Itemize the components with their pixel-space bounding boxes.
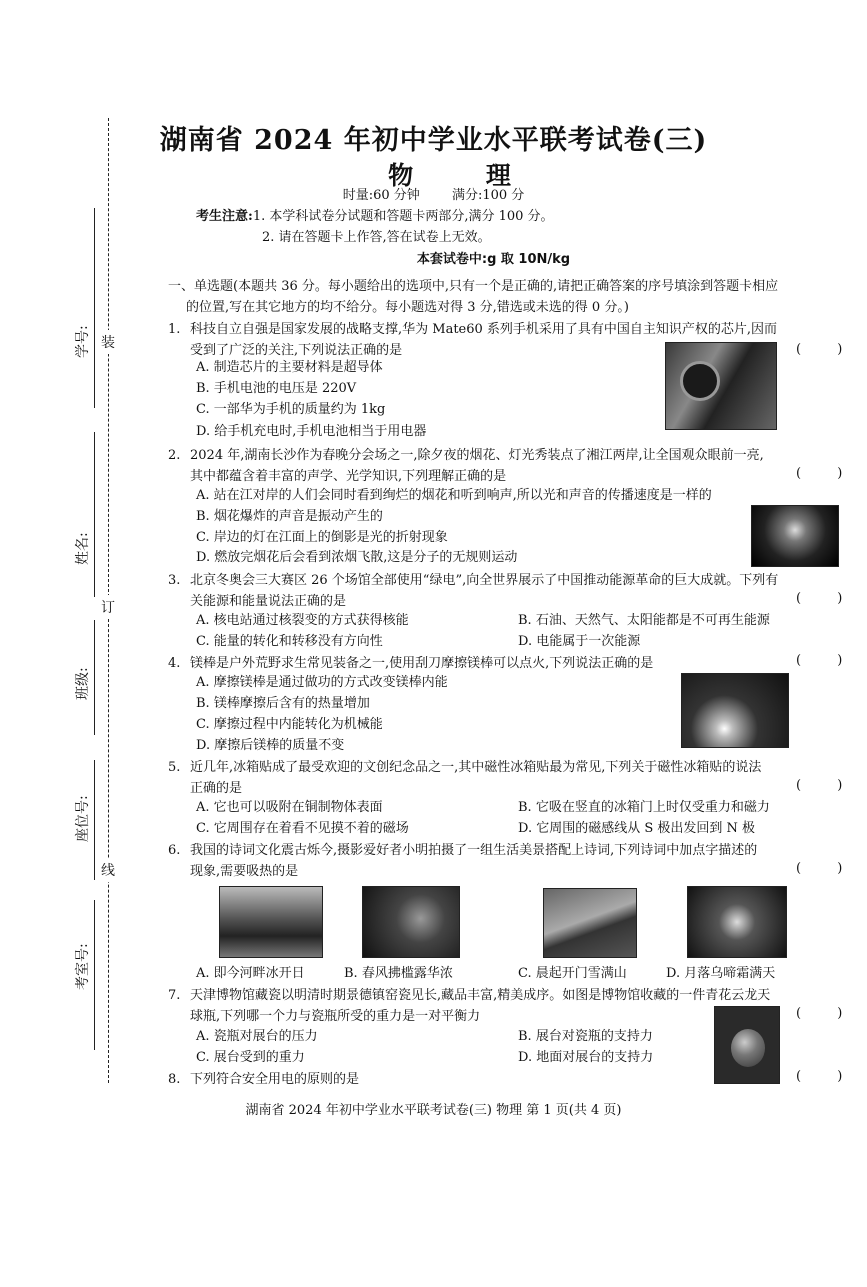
question-stem: 镁棒是户外荒野求生常见装备之一,使用刮刀摩擦镁棒可以点火,下列说法正确的是 [190, 656, 654, 671]
question-2 [168, 445, 840, 487]
zhuang-mark: 装 [101, 330, 115, 354]
page-footer: 湖南省 2024 年初中学业水平联考试卷(三) 物理 第 1 页(共 4 页) [245, 1103, 622, 1118]
question-4 [168, 653, 840, 674]
question-number: 1. [168, 322, 181, 337]
option: C. 能量的转化和转移没有方向性 [196, 634, 383, 649]
question-number: 4. [168, 656, 181, 671]
option: D. 摩擦后镁棒的质量不变 [196, 738, 345, 753]
camera-ring-icon [680, 361, 720, 401]
xian-mark: 线 [101, 858, 115, 882]
name-field[interactable] [94, 432, 95, 597]
option: B. 手机电池的电压是 220V [196, 381, 357, 396]
question-number: 3. [168, 573, 181, 588]
question-stem: 正确的是 [190, 781, 243, 796]
question-stem: 现象,需要吸热的是 [190, 864, 299, 879]
question-stem: 下列符合安全用电的原则的是 [190, 1072, 360, 1087]
answer-paren: ( ) [796, 861, 859, 876]
option: D. 给手机充电时,手机电池相当于用电器 [196, 424, 427, 439]
question-stem: 天津博物馆藏瓷以明清时期景德镇窑瓷见长,藏品丰富,精美成序。如图是博物馆收藏的一件青花云龙天 [190, 988, 771, 1003]
answer-paren: ( ) [796, 1006, 859, 1021]
question-5 [168, 757, 840, 799]
question-stem: 受到了广泛的关注,下列说法正确的是 [190, 343, 403, 358]
answer-paren: ( ) [796, 778, 859, 793]
option: C. 摩擦过程中内能转化为机械能 [196, 717, 383, 732]
option: D. 燃放完烟花后会看到浓烟飞散,这是分子的无规则运动 [196, 550, 518, 565]
exam-room-field[interactable] [94, 900, 95, 1050]
option: A. 制造芯片的主要材料是超导体 [196, 360, 383, 375]
option: A. 即今河畔冰开日 [196, 966, 305, 981]
fireworks-photo [751, 505, 839, 567]
section-heading [168, 276, 840, 318]
question-stem: 北京冬奥会三大赛区 26 个场馆全部使用“绿电”,向全世界展示了中国推动能源革命的巨大成就。下列有 [190, 573, 779, 588]
name-label: 姓名: [75, 532, 91, 565]
seat-field[interactable] [94, 760, 95, 880]
option: B. 春风拂槛露华浓 [344, 966, 453, 981]
question-number: 8. [168, 1072, 181, 1087]
frost-leaf-photo [687, 886, 787, 958]
option: B. 镁棒摩擦后含有的热量增加 [196, 696, 370, 711]
note-line-2 [196, 227, 554, 248]
note-2: 2. 请在答题卡上作答,答在试卷上无效。 [262, 230, 491, 245]
exam-room-label: 考室号: [75, 943, 91, 990]
dew-leaf-photo [362, 886, 460, 958]
student-number-label: 学号: [75, 325, 91, 358]
question-stem: 科技自立自强是国家发展的战略支撑,华为 Mate60 系列手机采用了具有中国自主知识产权的芯片,因而 [190, 322, 778, 337]
question-number: 2. [168, 448, 181, 463]
question-stem: 关能源和能量说法正确的是 [190, 594, 347, 609]
question-stem: 2024 年,湖南长沙作为春晚分会场之一,除夕夜的烟花、灯光秀装点了湘江两岸,让全国观众眼前一亮, [190, 448, 764, 463]
answer-paren: ( ) [796, 653, 859, 668]
full-score: 满分:100 分 [451, 188, 525, 203]
question-3 [168, 570, 840, 612]
question-stem: 近几年,冰箱贴成了最受欢迎的文创纪念品之一,其中磁性冰箱贴最为常见,下列关于磁性冰箱贴的说法 [190, 760, 762, 775]
question-6 [168, 840, 840, 882]
option: D. 它周围的磁感线从 S 极出发回到 N 极 [518, 821, 756, 836]
option: D. 月落乌啼霜满天 [666, 966, 776, 981]
answer-paren: ( ) [796, 466, 859, 481]
notes [196, 206, 554, 248]
option: A. 瓷瓶对展台的压力 [196, 1029, 318, 1044]
question-stem: 其中都蕴含着丰富的声学、光学知识,下列理解正确的是 [190, 469, 507, 484]
phone-photo [665, 342, 777, 430]
answer-paren: ( ) [796, 591, 859, 606]
answer-paren: ( ) [796, 342, 859, 357]
g-value-note: 本套试卷中:g 取 10N/kg [416, 252, 571, 267]
option: B. 展台对瓷瓶的支持力 [518, 1029, 653, 1044]
note-1: 1. 本学科试卷分试题和答题卡两部分,满分 100 分。 [252, 209, 554, 224]
river-ice-photo [219, 886, 323, 958]
snow-mountain-photo [543, 888, 637, 958]
question-stem: 球瓶,下列哪一个力与瓷瓶所受的重力是一对平衡力 [190, 1009, 481, 1024]
subject-title: 物 理 [388, 161, 543, 190]
option: C. 展台受到的重力 [196, 1050, 305, 1065]
option: B. 石油、天然气、太阳能都是不可再生能源 [518, 613, 770, 628]
option: A. 站在江对岸的人们会同时看到绚烂的烟花和听到响声,所以光和声音的传播速度是一样的 [196, 488, 712, 503]
answer-paren: ( ) [796, 1069, 859, 1084]
note-line-1 [196, 206, 554, 227]
option: B. 烟花爆炸的声音是振动产生的 [196, 509, 383, 524]
exam-meta [0, 184, 867, 203]
seat-label: 座位号: [75, 795, 91, 842]
option: D. 电能属于一次能源 [518, 634, 641, 649]
option: C. 岸边的灯在江面上的倒影是光的折射现象 [196, 530, 448, 545]
class-label: 班级: [75, 667, 91, 700]
option: C. 它周围存在着看不见摸不着的磁场 [196, 821, 409, 836]
option: A. 摩擦镁棒是通过做功的方式改变镁棒内能 [196, 675, 448, 690]
option: B. 它吸在竖直的冰箱门上时仅受重力和磁力 [518, 800, 770, 815]
student-number-field[interactable] [94, 208, 95, 408]
ding-mark: 订 [101, 595, 115, 619]
question-number: 5. [168, 760, 181, 775]
question-number: 7. [168, 988, 181, 1003]
time-limit: 时量:60 分钟 [342, 188, 420, 203]
option: A. 核电站通过核裂变的方式获得核能 [196, 613, 409, 628]
section-line-2: 的位置,写在其它地方的均不给分。每小题选对得 3 分,错选或未选的得 0 分。) [186, 300, 629, 315]
class-field[interactable] [94, 620, 95, 735]
question-8 [168, 1069, 840, 1090]
vase-icon [731, 1029, 765, 1067]
question-stem: 我国的诗词文化震古烁今,摄影爱好者小明拍摄了一组生活美景搭配上诗词,下列诗词中加点字描述的 [190, 843, 758, 858]
notes-label: 考生注意: [196, 209, 253, 224]
question-number: 6. [168, 843, 181, 858]
option: D. 地面对展台的支持力 [518, 1050, 654, 1065]
magnesium-rod-photo [681, 673, 789, 748]
exam-title: 湖南省 2024 年初中学业水平联考试卷(三) [159, 125, 708, 156]
section-line-1: 一、单选题(本题共 36 分。每小题给出的选项中,只有一个是正确的,请把正确答案的序号填涂到答题卡相应 [168, 279, 779, 294]
option: C. 晨起开门雪满山 [518, 966, 627, 981]
option: C. 一部华为手机的质量约为 1kg [196, 402, 386, 417]
option: A. 它也可以吸附在铜制物体表面 [196, 800, 383, 815]
